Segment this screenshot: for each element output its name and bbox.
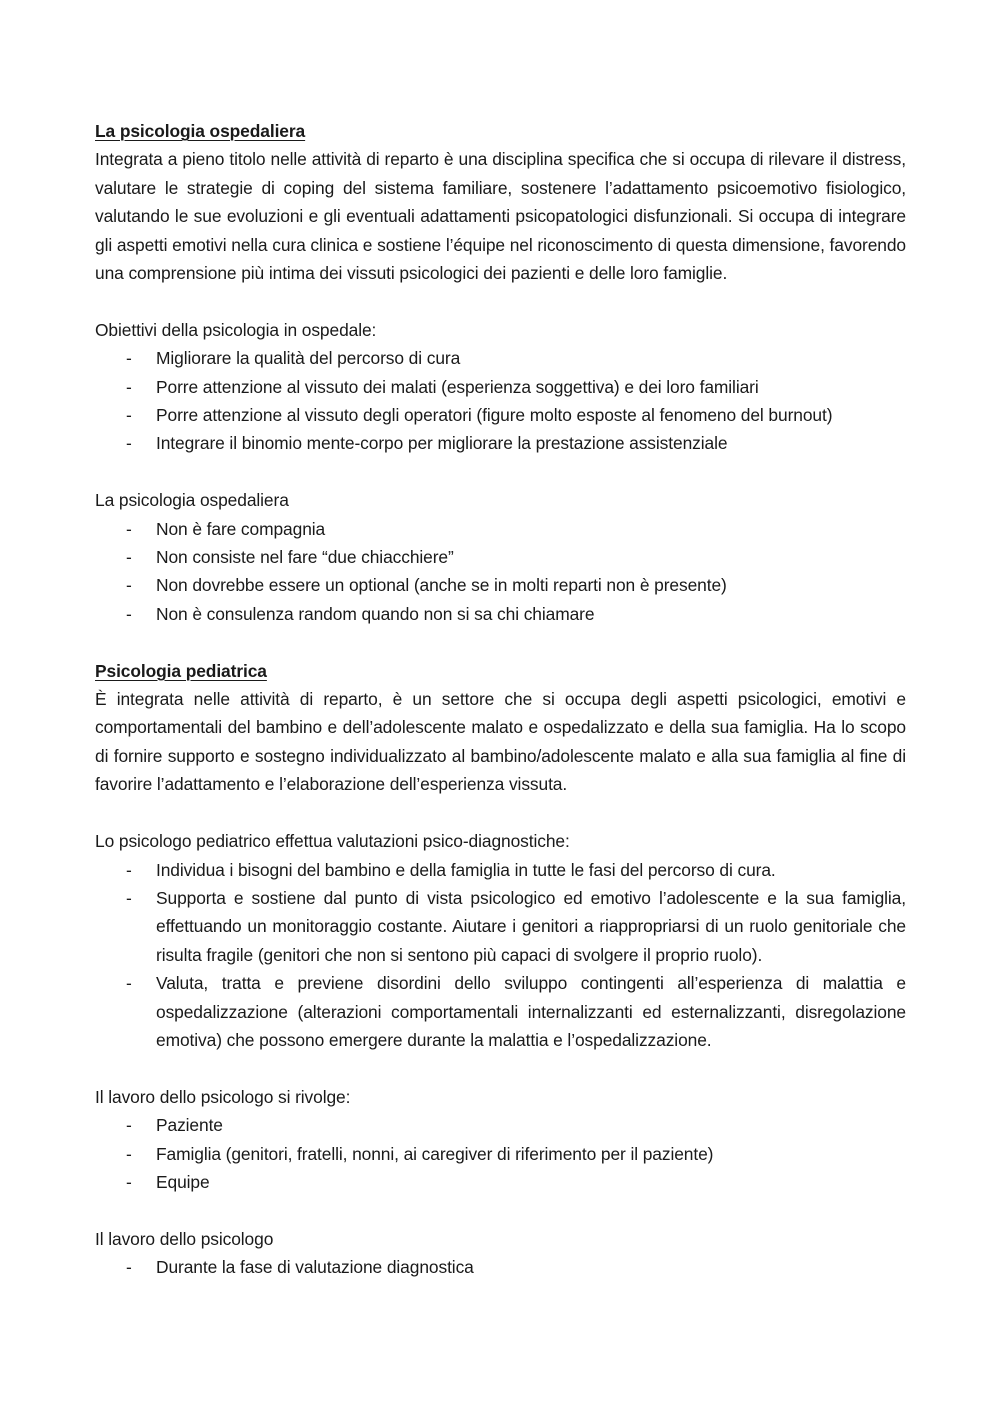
list-item-text: Famiglia (genitori, fratelli, nonni, ai caregiver di riferimento per il paziente) [156,1143,714,1164]
dash-bullet: - [126,405,132,426]
spacer [95,1196,906,1224]
list-item [95,856,906,884]
list-item-text: Valuta, tratta e previene disordini dello sviluppo contingenti all’esperienza di malattia e ospedalizzazione (alterazioni comportamentali internalizzanti ed esternalizzanti, disregolazione emotiva) che possono emergere durante la malattia e l’ospedalizzazione. [156,973,906,1050]
list-item-text: Migliorare la qualità del percorso di cura [156,348,461,369]
section-title-psicologia-pediatrica: Psicologia pediatrica [95,660,267,681]
section-body-psicologia-pediatrica: È integrata nelle attività di reparto, è un settore che si occupa degli aspetti psicologici, emotivi e comportamentali del bambino e dell’adolescente malato e ospedalizzato e della sua famiglia. Ha lo scopo di fornire supporto e sostegno individualizzato al bambino/adolescente malato e alla sua famiglia al fine di favorire l’adattamento e l’elaborazione dell’esperienza vissuta. [95,689,906,795]
list-item [95,429,906,457]
list-item [95,884,906,969]
dash-bullet: - [126,433,132,454]
spacer [95,1054,906,1082]
phases-intro: Il lavoro dello psicologo [95,1228,274,1249]
dash-bullet: - [126,376,132,397]
list-item-text: Porre attenzione al vissuto dei malati (esperienza soggettiva) e dei loro familiari [156,376,759,397]
dash-bullet: - [126,973,132,994]
list-item-text: Individua i bisogni del bambino e della famiglia in tutte le fasi del percorso di cura. [156,859,776,880]
evaluations-intro: Lo psicologo pediatrico effettua valutazioni psico-diagnostiche: [95,831,570,852]
targets-list [95,1111,906,1196]
list-item-text: Porre attenzione al vissuto degli operatori (figure molto esposte al fenomeno del burnout) [156,405,833,426]
list-item [95,571,906,599]
spacer [95,628,906,656]
evaluations-list [95,856,906,1055]
dash-bullet: - [126,348,132,369]
objectives-intro: Obiettivi della psicologia in ospedale: [95,319,377,340]
section-title-psicologia-ospedaliera: La psicologia ospedaliera [95,121,306,141]
not-list [95,515,906,629]
list-item-text: Non è consulenza random quando non si sa chi chiamare [156,603,595,624]
list-item-text: Equipe [156,1171,210,1192]
list-item [95,543,906,571]
list-item-text: Non dovrebbe essere un optional (anche se in molti reparti non è presente) [156,575,727,596]
document-page [95,117,906,1282]
dash-bullet: - [126,575,132,596]
list-item [95,969,906,1054]
list-item-text: Durante la fase di valutazione diagnostica [156,1257,474,1278]
list-item [95,1253,906,1281]
targets-intro: Il lavoro dello psicologo si rivolge: [95,1086,351,1107]
dash-bullet: - [126,547,132,568]
spacer [95,799,906,827]
list-item-text: Non consiste nel fare “due chiacchiere” [156,547,454,568]
list-item-text: Supporta e sostiene dal punto di vista psicologico ed emotivo l’adolescente e la sua famiglia, effettuando un monitoraggio costante. Aiutare i genitori a riappropriarsi di un ruolo genitoriale che risulta fragile (genitori che non si sentono più capaci di svolgere il proprio ruolo). [156,887,906,965]
list-item-text: Paziente [156,1115,223,1136]
list-item [95,344,906,372]
list-item [95,401,906,429]
dash-bullet: - [126,1171,132,1192]
dash-bullet: - [126,859,132,880]
dash-bullet: - [126,1115,132,1136]
dash-bullet: - [126,887,132,908]
list-item-text: Non è fare compagnia [156,518,326,539]
list-item [95,1111,906,1139]
phases-list [95,1253,906,1281]
spacer [95,458,906,486]
dash-bullet: - [126,603,132,624]
list-item [95,600,906,628]
list-item-text: Integrare il binomio mente-corpo per migliorare la prestazione assistenziale [156,433,728,454]
section-body-psicologia-ospedaliera: Integrata a pieno titolo nelle attività di reparto è una disciplina specifica che si occupa di rilevare il distress, valutare le strategie di coping del sistema familiare, sostenere l’adattamento psicoemotivo fisiologico, valutando le sue evoluzioni e gli eventuali adattamenti psicopatologici disfunzionali. Si occupa di integrare gli aspetti emotivi nella cura clinica e sostiene l’équipe nel riconoscimento di questa dimensione, favorendo una comprensione più intima dei vissuti psicologici dei pazienti e delle loro famiglie. [95,149,906,284]
not-list-intro: La psicologia ospedaliera [95,490,289,511]
list-item [95,373,906,401]
dash-bullet: - [126,1143,132,1164]
list-item [95,1140,906,1168]
spacer [95,287,906,315]
objectives-list [95,344,906,458]
dash-bullet: - [126,518,132,539]
dash-bullet: - [126,1257,132,1278]
list-item [95,515,906,543]
list-item [95,1168,906,1196]
